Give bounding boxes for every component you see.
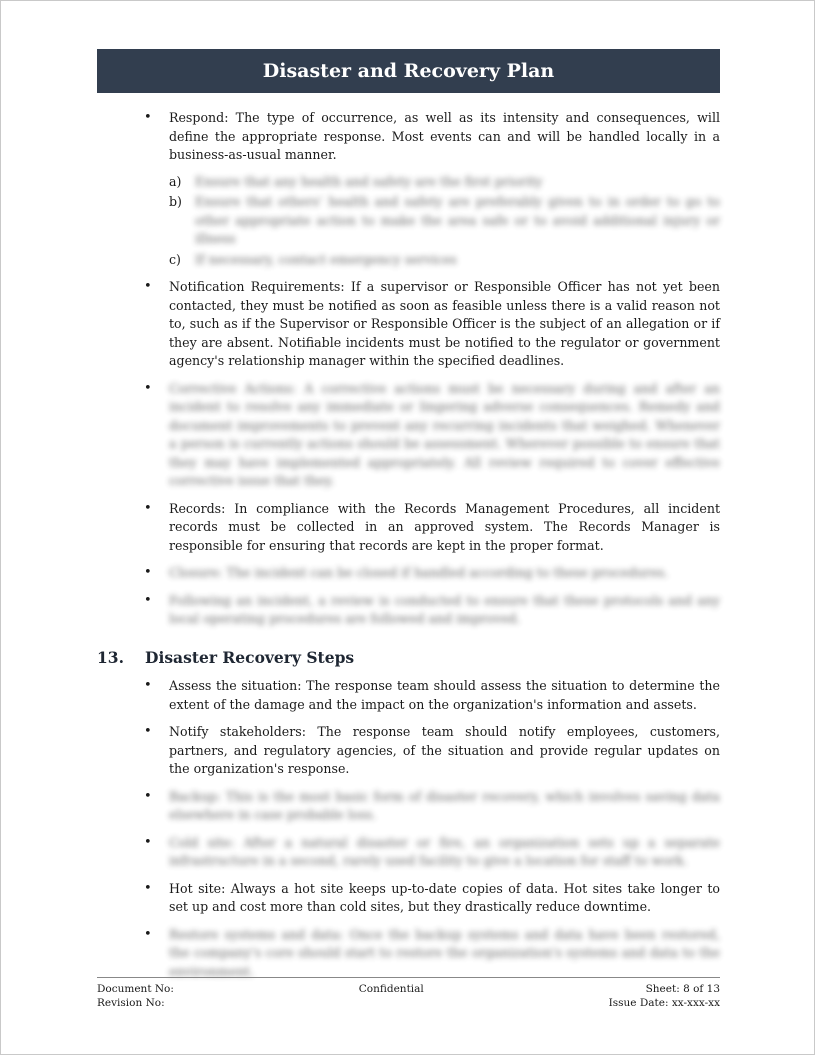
section-number: 13. <box>97 647 124 667</box>
blurred-text: Ensure that others' health and safety are preferably given to in order to go to other appropriate action to make the area safe or to avoid additional injury or illness <box>195 194 720 246</box>
footer-left <box>97 982 174 1010</box>
records-text: Records: In compliance with the Records Management Procedures, all incident records must be collected in an approved system. The Records Manager is responsible for ensuring that records are kept in the proper format. <box>169 500 720 553</box>
list-item-blurred <box>97 564 720 583</box>
document-content <box>97 109 720 990</box>
sublist-marker: c) <box>169 251 181 267</box>
list-item-blurred <box>97 380 720 491</box>
blurred-text: • Closure: The incident can be closed if handled according to these procedures. <box>169 565 669 580</box>
notification-text: Notification Requirements: If a supervisor or Responsible Officer has not yet been contacted, they must be notified as soon as feasible unless there is a valid reason not to, such as if the Supervisor or Responsible Officer is the subject of an allegation or if they are absent. Notifiable incidents must be notified to the regulator or government agency's relationship manager within the specified deadlines. <box>169 279 720 368</box>
footer-right <box>609 982 720 1010</box>
sublist-marker: a) <box>169 173 182 189</box>
list-item-assess <box>97 677 720 714</box>
assess-text: Assess the situation: The response team should assess the situation to determine the extent of the damage and the impact on the organization's information and assets. <box>169 678 720 712</box>
list-item-blurred <box>97 834 720 871</box>
hotsite-text: Hot site: Always a hot site keeps up-to-date copies of data. Hot sites take longer to set up and cost more than cold sites, but they drastically reduce downtime. <box>169 880 720 914</box>
blurred-text: If necessary, contact emergency services <box>195 251 457 267</box>
list-item-blurred <box>97 592 720 629</box>
blurred-text: • Restore systems and data: Once the backup systems and data have been restored, the company's core should start to restore the organization's systems and data to the environment. <box>169 926 720 979</box>
blurred-text: • Corrective Actions: A corrective actions must be necessary during and after an incident to resolve any immediate or lingering adverse consequences. Remedy and document improvements to prevent any recurring incidents that weighed. Whenever a person is currently actions should be assessment. Wherever possible to ensure that they may have implemented appropriately. All review required to cover effective corrective issue that they. <box>169 380 720 488</box>
blurred-text: • Following an incident, a review is conducted to ensure that these protocols and any local operating procedures are followed and improved. <box>169 592 720 626</box>
list-item-notify <box>97 723 720 779</box>
sublist-item <box>169 251 720 270</box>
page-title: Disaster and Recovery Plan <box>262 60 555 82</box>
blurred-text: • Backup: This is the most basic form of disaster recovery, which involves saving data elsewhere in case probable loss. <box>169 788 720 822</box>
sublist-item <box>169 173 720 192</box>
sheet-number: Sheet: 8 of 13 <box>645 983 720 995</box>
list-item-hotsite <box>97 880 720 917</box>
header-bar <box>97 49 720 93</box>
list-item-respond <box>97 109 720 269</box>
notify-text: Notify stakeholders: The response team should notify employees, customers, partners, and regulatory agencies, of the situation and provide regular updates on the organization's response. <box>169 724 720 776</box>
page-footer <box>97 977 720 1010</box>
list-item-blurred <box>97 926 720 982</box>
revision-number: Revision No: <box>97 997 165 1009</box>
blurred-text: • Cold site: After a natural disaster or fire, an organization sets up a separate infrastructure in a second, rarely used facility to give a location for staff to work. <box>169 834 720 868</box>
sublist-marker: b) <box>169 194 182 209</box>
issue-date: Issue Date: xx-xxx-xx <box>608 997 720 1009</box>
bullet-list-incident <box>97 109 720 629</box>
list-item-records <box>97 500 720 556</box>
list-item-notification <box>97 278 720 371</box>
bullet-list-recovery <box>97 677 720 981</box>
section-title: Disaster Recovery Steps <box>145 647 355 667</box>
footer-center <box>359 982 424 1010</box>
section-heading <box>97 649 720 668</box>
sublist-item <box>169 193 720 249</box>
confidential-label: Confidential <box>358 983 424 995</box>
blurred-text: Ensure that any health and safety are the first priority <box>195 173 543 189</box>
list-item-blurred <box>97 788 720 825</box>
document-number: Document No: <box>97 983 174 995</box>
respond-text: Respond: The type of occurrence, as well as its intensity and consequences, will define the appropriate response. Most events can and will be handled locally in a business-as-usual manner. <box>169 110 720 162</box>
respond-sublist <box>169 173 720 270</box>
